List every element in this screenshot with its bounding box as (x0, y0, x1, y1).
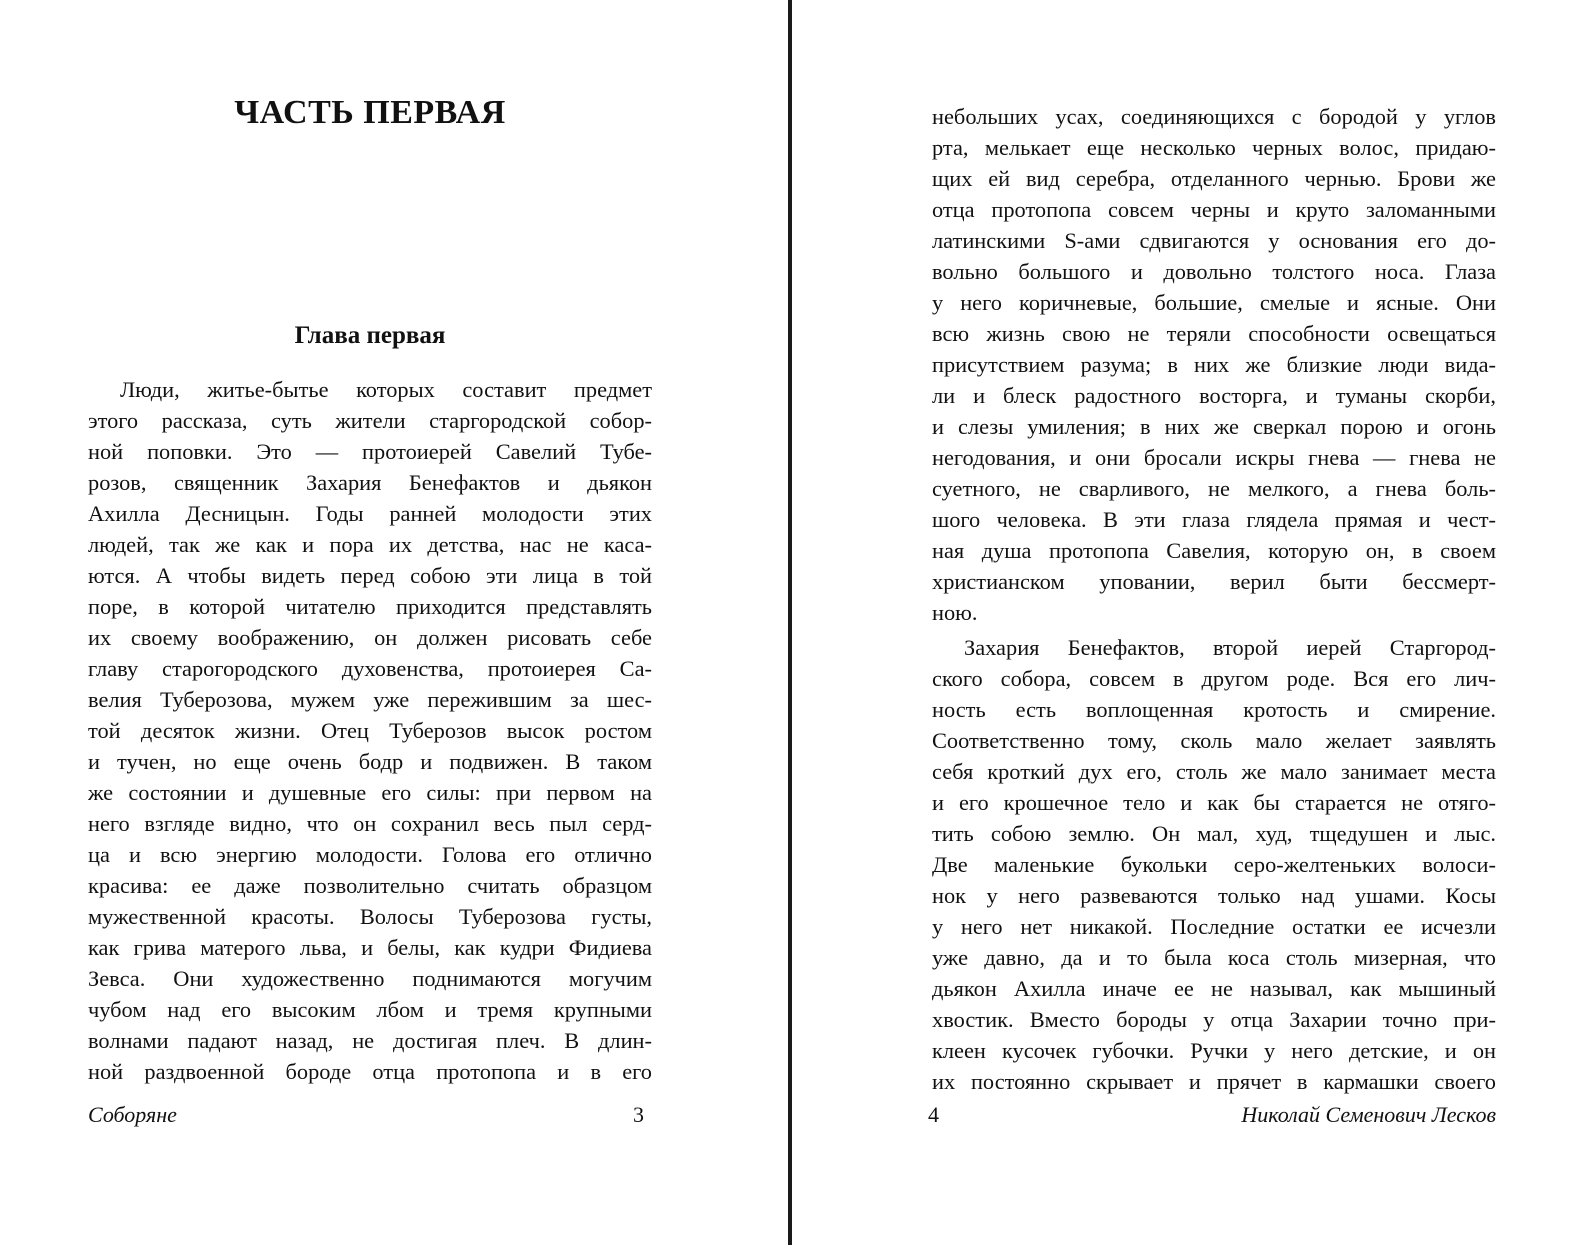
text-line: дьякон Ахилла иначе ее не называл, как мышиный (932, 976, 1496, 1001)
text-line: тить собою землю. Он мал, худ, тщедушен и лыс. (932, 821, 1496, 846)
text-line: ского собора, совсем в другом роде. Вся его лич- (932, 666, 1496, 691)
chapter-title: Глава первая (294, 322, 446, 349)
text-line: ность есть воплощенная кротость и смирение. (932, 697, 1496, 722)
text-line: Люди, житье-бытье которых составит предмет (120, 377, 652, 402)
text-line: как грива матерого льва, и белы, как кудри Фидиева (88, 935, 652, 960)
text-line: негодования, и они бросали искры гнева — гнева не (932, 445, 1496, 470)
text-line: ною. (932, 600, 978, 625)
text-line: этого рассказа, суть жители старгородской собор- (88, 408, 652, 433)
text-line: Две маленькие букольки серо-желтеньких волоси- (932, 852, 1496, 877)
text-line: их своему воображению, он должен рисовать себе (88, 625, 652, 650)
text-line: христианском уповании, верил быти бессмерт- (932, 569, 1496, 594)
left-page (88, 0, 652, 1245)
text-line: рта, мелькает еще несколько черных волос, придаю- (932, 135, 1496, 160)
text-line: щих ей вид серебра, отделанного чернью. Брови же (932, 166, 1496, 191)
text-line: той десяток жизни. Отец Туберозов высок ростом (88, 718, 652, 743)
text-line: поре, в которой читателю приходится представлять (88, 594, 652, 619)
text-line: ная душа протопопа Савелия, которую он, в своем (932, 538, 1496, 563)
text-line: и слезы умиления; в них же сверкал порою и огонь (932, 414, 1496, 439)
text-line: главу старогородского духовенства, протоиерея Са- (88, 656, 652, 681)
text-line: вольно большого и довольно толстого носа. Глаза (932, 259, 1496, 284)
text-line: уже давно, да и то была коса столь мизерная, что (932, 945, 1496, 970)
text-line: небольших усах, соединяющихся с бородой у углов (932, 104, 1496, 129)
text-line: Соответственно тому, сколь мало желает заявлять (932, 728, 1496, 753)
text-line: всю жизнь свою не теряли способности освещаться (932, 321, 1496, 346)
text-line: шого человека. В эти глаза глядела прямая и чест- (932, 507, 1496, 532)
text-line: него взгляде видно, что он сохранил весь пыл серд- (88, 811, 652, 836)
page-gutter (788, 0, 792, 1245)
right-body-text (932, 101, 1496, 1097)
text-line: Захария Бенефактов, второй иерей Старгород- (964, 635, 1496, 660)
running-title-book: Соборяне (88, 1102, 177, 1127)
text-line: их постоянно скрывает и прячет в кармашки своего (932, 1069, 1496, 1094)
text-line: ной поповки. Это — протоиерей Савелий Тубе- (88, 439, 652, 464)
text-line: клеен кусочек губочки. Ручки у него детские, и он (932, 1038, 1496, 1063)
text-line: отца протопопа совсем черны и круто заломанными (932, 197, 1496, 222)
text-line: ли и блеск радостного восторга, и туманы скорби, (932, 383, 1496, 408)
text-line: же состоянии и душевные его силы: при первом на (88, 780, 652, 805)
text-line: хвостик. Вместо бороды у отца Захарии точно при- (932, 1007, 1496, 1032)
text-line: ются. А чтобы видеть перед собою эти лица в той (88, 563, 652, 588)
right-page (928, 0, 1496, 1245)
running-title-author: Николай Семенович Лесков (1241, 1102, 1496, 1127)
text-line: себя кроткий дух его, столь же мало занимает места (932, 759, 1496, 784)
left-body-text (88, 374, 652, 1087)
text-line: Зевса. Они художественно поднимаются могучим (88, 966, 652, 991)
text-line: мужественной красоты. Волосы Туберозова густы, (88, 904, 652, 929)
text-line: у него коричневые, большие, смелые и ясные. Они (932, 290, 1496, 315)
page-number-right: 4 (928, 1102, 939, 1127)
text-line: суетного, не сварливого, не мелкого, а гнева боль- (932, 476, 1496, 501)
text-line: нок у него развеваются только над ушами. Косы (932, 883, 1496, 908)
text-line: чубом над его высоким лбом и тремя крупными (88, 997, 652, 1022)
left-footer (88, 1100, 652, 1130)
text-line: розов, священник Захария Бенефактов и дьякон (88, 470, 652, 495)
text-line: и его крошечное тело и как бы старается не отяго- (932, 790, 1496, 815)
page-number-left: 3 (633, 1102, 644, 1127)
text-line: у него нет никакой. Последние остатки ее исчезли (932, 914, 1496, 939)
text-line: ной раздвоенной бороде отца протопопа и в его (88, 1059, 652, 1084)
text-line: латинскими S-ами сдвигаются у основания его до- (932, 228, 1496, 253)
text-line: людей, так же как и пора их детства, нас не каса- (88, 532, 652, 557)
text-line: и тучен, но еще очень бодр и подвижен. В таком (88, 749, 652, 774)
text-line: волнами падают назад, не достигая плеч. В длин- (88, 1028, 652, 1053)
text-line: Ахилла Десницын. Годы ранней молодости этих (88, 501, 652, 526)
text-line: ца и всю энергию молодости. Голова его отлично (88, 842, 652, 867)
text-line: велия Туберозова, мужем уже пережившим за шес- (88, 687, 652, 712)
text-line: присутствием разума; в них же близкие люди вида- (932, 352, 1496, 377)
right-footer (928, 1100, 1496, 1130)
part-title: ЧАСТЬ ПЕРВАЯ (234, 94, 506, 131)
text-line: красива: ее даже позволительно считать образцом (88, 873, 652, 898)
